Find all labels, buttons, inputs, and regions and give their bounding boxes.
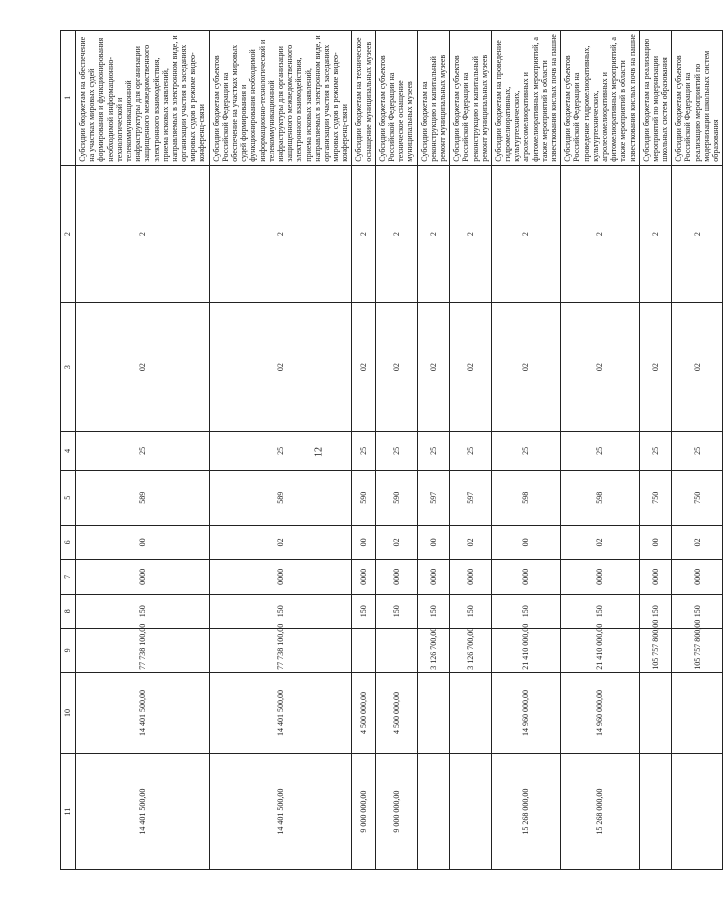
header-cell: 3: [61, 303, 76, 431]
amount-cell: 21 410 000,00: [561, 628, 640, 672]
amount-cell: 14 401 500,00: [209, 754, 352, 870]
code-cell: 02: [561, 303, 640, 431]
code-cell: 150: [450, 594, 492, 628]
code-cell: 2: [450, 165, 492, 303]
header-cell: 7: [61, 560, 76, 594]
header-row: [61, 31, 76, 870]
code-cell: 02: [561, 525, 640, 559]
table-row: [375, 31, 417, 870]
table-row: [352, 31, 375, 870]
budget-table: [60, 30, 723, 870]
amount-cell: [375, 628, 417, 672]
code-cell: 597: [450, 470, 492, 525]
amount-cell: [450, 754, 492, 870]
code-cell: 02: [639, 303, 672, 431]
code-cell: 150: [639, 594, 672, 628]
header-cell: 1: [61, 31, 76, 166]
row-description: Субсидии бюджетам на реализацию мероприятий по модернизации школьных систем образования: [639, 31, 672, 166]
amount-cell: 77 738 100,00: [209, 628, 352, 672]
code-cell: 0000: [209, 560, 352, 594]
header-cell: 4: [61, 431, 76, 470]
amount-cell: 14 401 500,00: [76, 754, 210, 870]
amount-cell: 9 000 000,00: [352, 754, 375, 870]
code-cell: 150: [76, 594, 210, 628]
code-cell: 02: [450, 303, 492, 431]
amount-cell: 105 757 800,00: [639, 628, 672, 672]
code-cell: 02: [352, 303, 375, 431]
table-row: [672, 31, 723, 870]
code-cell: 150: [209, 594, 352, 628]
amount-cell: 3 126 700,00: [450, 628, 492, 672]
code-cell: 0000: [672, 560, 723, 594]
amount-cell: 15 268 000,00: [561, 754, 640, 870]
code-cell: 750: [672, 470, 723, 525]
amount-cell: [417, 672, 450, 753]
code-cell: 150: [561, 594, 640, 628]
code-cell: 02: [450, 525, 492, 559]
amount-cell: 4 500 000,00: [375, 672, 417, 753]
code-cell: 02: [672, 525, 723, 559]
table-container: [60, 30, 720, 870]
row-description: Субсидии бюджетам на обеспечение на участках мировых судей формирования и функционирования необходимой информационно-технологической и телекоммуникационной инфраструктуры для организации защищенного межведомственного электронного взаимодействия, приема исковых заявлений, направляемых в электронном виде, и организации участия в заседаниях мировых судов в режиме видео-конференц-связи: [76, 31, 210, 166]
amount-cell: 14 960 000,00: [561, 672, 640, 753]
code-cell: 150: [417, 594, 450, 628]
row-description: Субсидии бюджетам субъектов Российской Федерации на реконструкцию и капитальный ремонт муниципальных музеев: [450, 31, 492, 166]
code-cell: 02: [375, 525, 417, 559]
code-cell: 02: [76, 303, 210, 431]
code-cell: 0000: [375, 560, 417, 594]
header-cell: 10: [61, 672, 76, 753]
table-row: [417, 31, 450, 870]
code-cell: 25: [417, 431, 450, 470]
row-description: Субсидии бюджетам субъектов Российской Федерации на обеспечение на участках мировых судей формирования и функционирования необходимой информационно-технологической и телекоммуникационной инфраструктуры для организации защищенного межведомственного электронного взаимодействия, приема исковых заявлений, направляемых в электронном виде, и организации участия в заседаниях мировых судов в режиме видео-конференц-связи: [209, 31, 352, 166]
page-number: 12: [313, 447, 325, 457]
code-cell: 02: [209, 525, 352, 559]
code-cell: 150: [672, 594, 723, 628]
code-cell: 0000: [352, 560, 375, 594]
code-cell: 2: [375, 165, 417, 303]
code-cell: 25: [639, 431, 672, 470]
table-row: [450, 31, 492, 870]
code-cell: 0000: [76, 560, 210, 594]
code-cell: 2: [672, 165, 723, 303]
code-cell: 2: [561, 165, 640, 303]
code-cell: 750: [639, 470, 672, 525]
code-cell: 00: [639, 525, 672, 559]
table-row: [209, 31, 352, 870]
code-cell: 25: [209, 431, 352, 470]
code-cell: 590: [352, 470, 375, 525]
header-cell: 11: [61, 754, 76, 870]
code-cell: 00: [352, 525, 375, 559]
amount-cell: 3 126 700,00: [417, 628, 450, 672]
code-cell: 589: [76, 470, 210, 525]
table-row: [491, 31, 560, 870]
code-cell: 2: [76, 165, 210, 303]
amount-cell: 21 410 000,00: [491, 628, 560, 672]
amount-cell: [417, 754, 450, 870]
code-cell: 02: [672, 303, 723, 431]
amount-cell: [450, 672, 492, 753]
amount-cell: 105 757 800,00: [672, 628, 723, 672]
code-cell: 2: [352, 165, 375, 303]
amount-cell: 14 401 500,00: [209, 672, 352, 753]
code-cell: 589: [209, 470, 352, 525]
header-cell: 5: [61, 470, 76, 525]
table-row: [76, 31, 210, 870]
code-cell: 25: [491, 431, 560, 470]
amount-cell: [639, 672, 672, 753]
code-cell: 0000: [450, 560, 492, 594]
code-cell: 25: [672, 431, 723, 470]
amount-cell: [672, 672, 723, 753]
code-cell: 25: [450, 431, 492, 470]
code-cell: 598: [561, 470, 640, 525]
code-cell: 25: [375, 431, 417, 470]
row-description: Субсидии бюджетам на реконструкцию и капитальный ремонт муниципальных музеев: [417, 31, 450, 166]
table-row: [561, 31, 640, 870]
row-description: Субсидии бюджетам на проведение гидромелиоративных, культуртехнических, агролесомелиоративных и фитомелиоративных мероприятий, а также мероприятий в области известкования кислых почв на пашне: [491, 31, 560, 166]
code-cell: 02: [209, 303, 352, 431]
header-cell: 8: [61, 594, 76, 628]
amount-cell: [672, 754, 723, 870]
amount-cell: 14 401 500,00: [76, 672, 210, 753]
amount-cell: 14 960 000,00: [491, 672, 560, 753]
amount-cell: 15 268 000,00: [491, 754, 560, 870]
amount-cell: 9 000 000,00: [375, 754, 417, 870]
code-cell: 02: [417, 303, 450, 431]
amount-cell: 77 738 100,00: [76, 628, 210, 672]
code-cell: 00: [417, 525, 450, 559]
amount-cell: [352, 628, 375, 672]
code-cell: 2: [417, 165, 450, 303]
header-cell: 9: [61, 628, 76, 672]
code-cell: 598: [491, 470, 560, 525]
code-cell: 150: [491, 594, 560, 628]
code-cell: 2: [491, 165, 560, 303]
row-description: Субсидии бюджетам субъектов Российской Федерации на проведение гидромелиоративных, культуртехнических, агролесомелиоративных и фитомелиоративных мероприятий, а также мероприятий в области известкования кислых почв на пашне: [561, 31, 640, 166]
code-cell: 25: [561, 431, 640, 470]
code-cell: 0000: [491, 560, 560, 594]
code-cell: 02: [375, 303, 417, 431]
row-description: Субсидии бюджетам на техническое оснащение муниципальных музеев: [352, 31, 375, 166]
code-cell: 0000: [417, 560, 450, 594]
code-cell: 2: [209, 165, 352, 303]
code-cell: 0000: [561, 560, 640, 594]
code-cell: 150: [352, 594, 375, 628]
code-cell: 00: [491, 525, 560, 559]
code-cell: 25: [76, 431, 210, 470]
amount-cell: [639, 754, 672, 870]
code-cell: 02: [491, 303, 560, 431]
table-row: [639, 31, 672, 870]
code-cell: 150: [375, 594, 417, 628]
header-cell: 2: [61, 165, 76, 303]
row-description: Субсидии бюджетам субъектов Российской Федерации на техническое оснащение муниципальных музеев: [375, 31, 417, 166]
code-cell: 0000: [639, 560, 672, 594]
code-cell: 597: [417, 470, 450, 525]
header-cell: 6: [61, 525, 76, 559]
code-cell: 2: [639, 165, 672, 303]
row-description: Субсидии бюджетам субъектов Российской Федерации на реализацию мероприятий по модернизации школьных систем образования: [672, 31, 723, 166]
code-cell: 25: [352, 431, 375, 470]
code-cell: 00: [76, 525, 210, 559]
code-cell: 590: [375, 470, 417, 525]
amount-cell: 4 500 000,00: [352, 672, 375, 753]
